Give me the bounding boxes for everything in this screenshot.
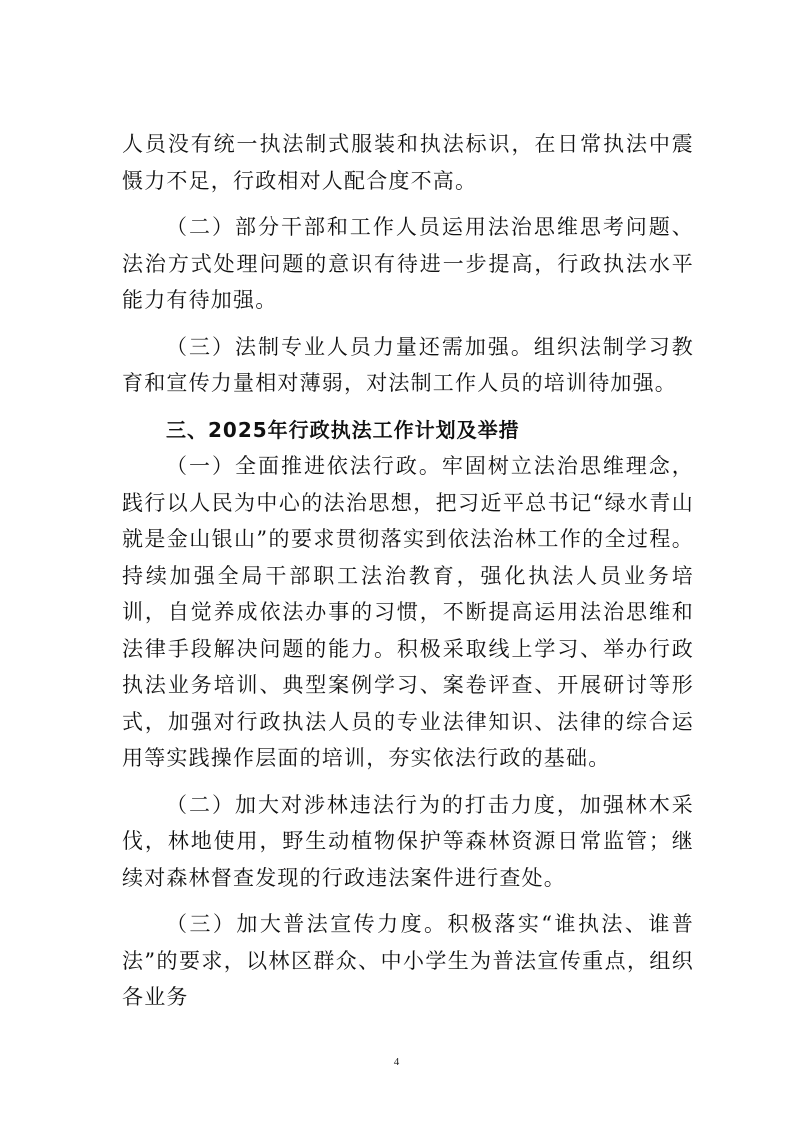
paragraph-item-2: （二）部分干部和工作人员运用法治思维思考问题、法治方式处理问题的意识有待进一步提高，行政执法水平能力有待加强。 <box>122 215 694 312</box>
section-heading: 三、2025年行政执法工作计划及举措 <box>166 417 520 442</box>
body-text <box>122 126 694 1016</box>
paragraph-plan-2: （二）加大对涉林违法行为的打击力度，加强林木采伐，林地使用，野生动植物保护等森林资源日常监管；继续对森林督查发现的行政违法案件进行查处。 <box>122 792 694 890</box>
page-number: 4 <box>393 1056 400 1068</box>
paragraph-plan-3: （三）加大普法宣传力度。积极落实“谁执法、谁普法”的要求，以林区群众、中小学生为普法宣传重点，组织各业务 <box>122 912 694 1009</box>
paragraph-plan-1: （一）全面推进依法行政。牢固树立法治思维理念，践行以人民为中心的法治思想，把习近平总书记“绿水青山就是金山银山”的要求贯彻落实到依法治林工作的全过程。持续加强全局干部职工法治教育，强化执法人员业务培训，自觉养成依法办事的习惯，不断提高运用法治思维和法律手段解决问题的能力。积极采取线上学习、举办行政执法业务培训、典型案例学习、案卷评查、开展研讨等形式，加强对行政执法人员的专业法律知识、法律的综合运用等实践操作层面的培训，夯实依法行政的基础。 <box>122 454 694 770</box>
paragraph-continuation: 人员没有统一执法制式服装和执法标识，在日常执法中震慑力不足，行政相对人配合度不高。 <box>122 132 694 193</box>
paragraph-item-3: （三）法制专业人员力量还需加强。组织法制学习教育和宣传力量相对薄弱，对法制工作人员的培训待加强。 <box>122 334 694 395</box>
